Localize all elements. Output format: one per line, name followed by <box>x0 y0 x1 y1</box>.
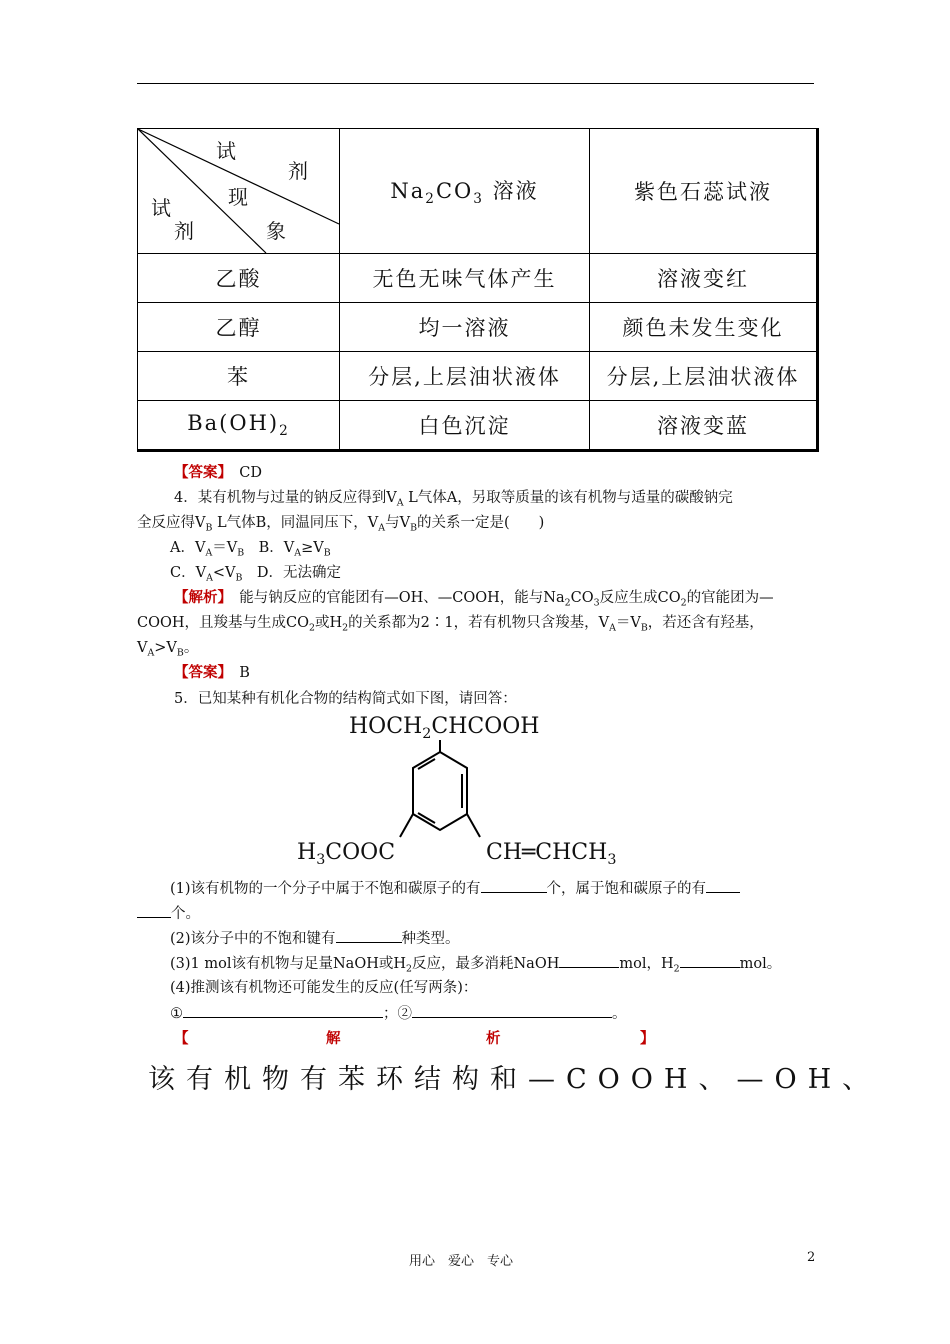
row-name: 乙醇 <box>138 303 340 352</box>
row-na2co3: 分层,上层油状液体 <box>340 352 590 401</box>
answer-2 <box>174 663 250 683</box>
q5-title: 5．已知某种有机化合物的结构简式如下图，请回答： <box>174 691 517 707</box>
substituent-top: $HOCH_2CHCOOH$ <box>349 714 540 742</box>
header-litmus: 紫色石蕊试液 <box>590 129 818 254</box>
row-name: 乙酸 <box>138 254 340 303</box>
diagonal-header-cell <box>138 129 340 254</box>
q4-line-2: 全反应得$V_B$ L气体B，同温同压下，$V_A$与$V_B$的关系一定是( ) <box>137 515 545 534</box>
row-litmus: 溶液变蓝 <box>590 401 818 451</box>
structural-formula <box>290 712 650 877</box>
row-na2co3: 无色无味气体产生 <box>340 254 590 303</box>
header-rule <box>137 83 814 84</box>
answer-1 <box>174 463 262 483</box>
row-name: 苯 <box>138 352 340 401</box>
row-na2co3: 均一溶液 <box>340 303 590 352</box>
row-na2co3: 白色沉淀 <box>340 401 590 451</box>
reagent-table <box>137 128 819 452</box>
answer-tag: 【答案】 <box>174 664 225 681</box>
diag-top-2: 剂 <box>288 159 308 183</box>
analysis-4-line-2: COOH，且羧基与生成$CO_2$或$H_2$的关系都为2∶1，若有机物只含羧基，$V_A=V_B$，若还含有羟基， <box>137 615 764 634</box>
analysis-5-tag-4: 】 <box>640 1030 655 1047</box>
diag-bottom-2: 剂 <box>174 219 194 243</box>
row-litmus: 溶液变红 <box>590 254 818 303</box>
analysis-5-tag-2: 解 <box>326 1030 341 1047</box>
q4-line-1: 4．某有机物与过量的钠反应得到$V_A$ L气体A，另取等质量的该有机物与适量的碳酸钠完 <box>174 490 733 509</box>
answer-value: B <box>239 665 250 681</box>
analysis-5-text: 该有机物有苯环结构和—COOH、—OH、 <box>148 1064 881 1095</box>
q5-part-4: (4)推测该有机物还可能发生的反应(任写两条)： <box>170 980 478 996</box>
q4-options-ab: A．$V_A=V_B$ B．$V_A\ge V_B$ <box>170 540 331 559</box>
header-na2co3: $Na_2CO_3$ 溶液 <box>340 129 590 254</box>
analysis-5-tag-1: 【 <box>174 1030 189 1047</box>
q5-part-5: ① ；② 。 <box>170 1003 627 1024</box>
diag-bottom-1: 试 <box>151 196 171 220</box>
diag-mid-1: 现 <box>228 185 248 209</box>
q5-part-1: (1)该有机物的一个分子中属于不饱和碳原子的有 个，属于饱和碳原子的有 <box>170 878 740 899</box>
row-litmus: 分层,上层油状液体 <box>590 352 818 401</box>
answer-value: CD <box>239 465 262 481</box>
substituent-left: $H_3COOC$ <box>297 840 396 868</box>
analysis-5-tag-3: 析 <box>486 1030 501 1047</box>
substituent-right: $CH═CHCH_3$ <box>486 840 617 868</box>
analysis-4-line-3: $V_A>V_B$。 <box>137 640 199 659</box>
footer-motto: 用心 爱心 专心 <box>409 1254 514 1269</box>
row-litmus: 颜色未发生变化 <box>590 303 818 352</box>
q5-part-3: (3)1 mol该有机物与足量NaOH或$H_2$反应，最多消耗NaOH mol，$H_2$ mol。 <box>170 953 781 979</box>
q4-options-cd: C．$V_A<V_B$ D．无法确定 <box>170 565 342 584</box>
diag-mid-2: 象 <box>266 219 286 243</box>
q5-part-1-cont: 个。 <box>137 903 200 924</box>
page-number: 2 <box>807 1250 816 1265</box>
analysis-4-line-1: 【解析】 能与钠反应的官能团有—OH、—COOH，能与$Na_2CO_3$反应生成$CO_2$的官能团为— <box>174 589 774 609</box>
answer-tag: 【答案】 <box>174 464 225 481</box>
diag-top-1: 试 <box>216 139 236 163</box>
row-name-baoh2: $Ba(OH)_2$ <box>138 401 340 451</box>
q5-part-2: (2)该分子中的不饱和键有 种类型。 <box>170 928 460 949</box>
